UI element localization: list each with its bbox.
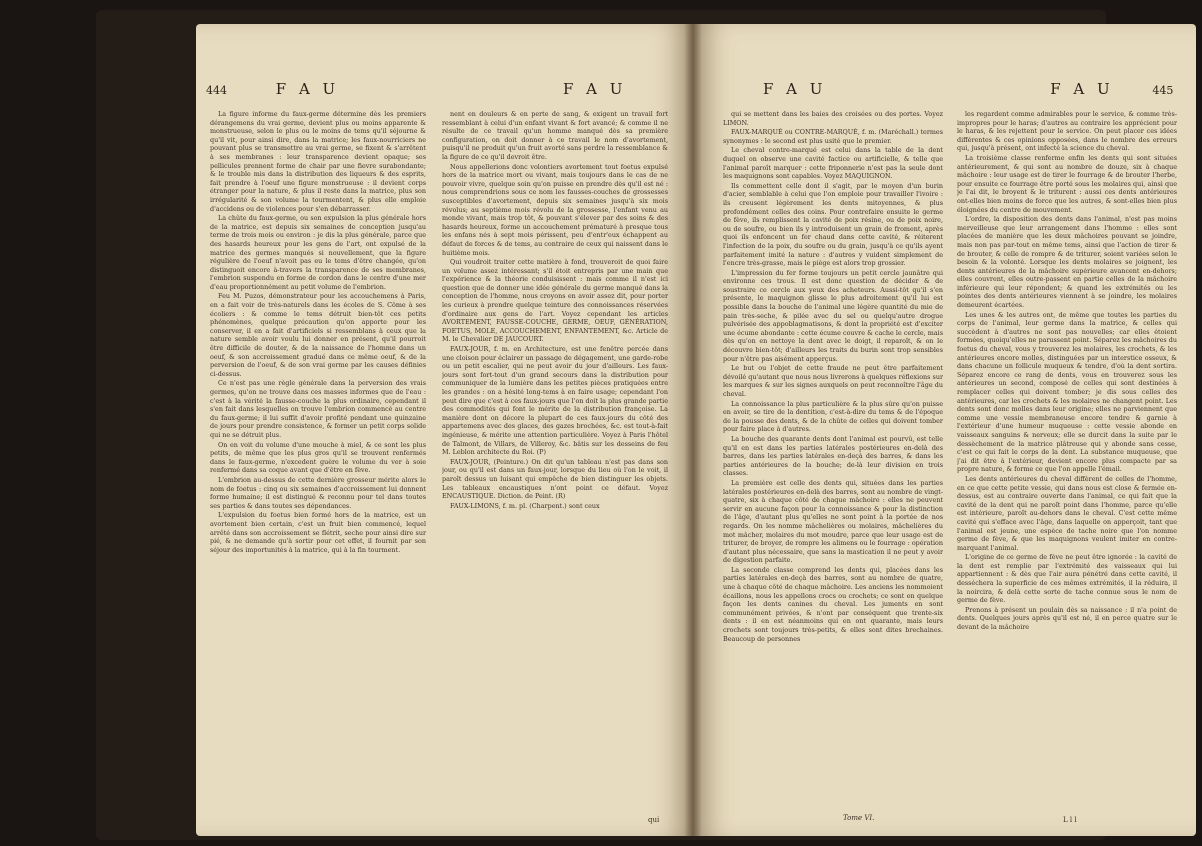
paragraph: FAUX-LIMONS, f. m. pl. (Charpent.) sont ceux: [450, 501, 600, 510]
right-header-term-1: F A U: [763, 80, 827, 98]
paragraph: les regardent comme admirables pour le service, & comme très-impropres pour le haras; d'autres au contraire les apprécient pour le haras, & les rejettent pour le service. On peut placer ces idées différentes & ces opinions opposées, dans le nombre des erreurs qui, jusqu'à présent, ont infecté la science du cheval.: [957, 110, 1177, 153]
page-number-left: 444: [206, 84, 227, 97]
book-spread: [96, 10, 1177, 840]
paragraph: La bouche des quarante dents dont l'animal est pourvû, est telle qu'il en est dans les parties latérales postérieures en-delà des barres, dans les parties latérales en-deçà des barres, & dans les parties antérieures de la bouche; de-là leur division en trois classes.: [723, 434, 943, 478]
left-page-header: [206, 80, 626, 110]
paragraph: La troisième classe renferme enfin les dents qui sont situées antérieurement, & qui sont au nombre de douze, six à chaque mâchoire : leur usage est de tirer le fourrage & de brouter l'herbe, pour ensuite ce fourrage être porté sous les molaires qui, ainsi que je l'ai dit, le broyent & le triturent : aussi ces dents antérieures ont-elles bien moins de force que les autres, & sont-elles bien plus éloignées du centre de mouvement.: [957, 153, 1177, 214]
paragraph: Le cheval contre-marqué est celui dans la table de la dent duquel on observe une cavité factice ou artificielle, & telle que l'animal paroît marquer : cette friponnerie n'est pas la seule dont les maquignons sont capables. Voyez MAQUIGNON.: [723, 146, 943, 181]
paragraph: Les unes & les autres ont, de même que toutes les parties du corps de l'animal, leur germe dans la matrice, & celles qui succèdent à d'autres ne sont pas nouvelles; car elles étoient formées, quoiqu'elles ne parussent point. Séparez les mâchoires du foetus du cheval, vous y trouverez les molaires, les crochets, & les antérieures encore molles, distinguées par un interstice osseux, & dans chacune un follicule muqueux & tendre, d'où la dent sortira. Séparez encore ce rang de dents, vous en trouverez sous les antérieures un second, composé de celles qui sont destinées à remplacer celles qui doivent tomber; je dis sous celles des antérieures, car les crochets & les molaires ne changent point. Les dents sont donc molles dans leur origine; elles ne parviennent que comme une vessie membraneuse encore tendre & garnie à l'extérieur d'une humeur muqueuse : cette vessie abonde en vaisseaux sanguins & nerveux; elle se durcit dans la suite par le dessèchement de la matrice plâtreuse qui y abonde sans cesse, c'est ce qui fait le corps de la dent. La substance muqueuse, que j'ai dit être à l'extérieur, devient encore plus compacte par sa propre nature, & forme ce que l'on appelle l'émail.: [957, 310, 1177, 474]
right-column-1: [723, 110, 943, 644]
right-header-term-2: F A U: [1050, 80, 1114, 98]
paragraph: On en voit du volume d'une mouche à miel, & ce sont les plus petits, de même que les plus gros qu'il se trouvent renfermés dans le faux-germe, n'excedent guère le volume du ver à soie renfermé dans sa coque avant que d'être en fève.: [210, 440, 426, 475]
paragraph: FAUX-JOUR, (Peinture.) On dit qu'un tableau n'est pas dans son jour, ou qu'il est dans un faux-jour, lorsque du lieu où l'on le voit, il paroît dessus un luisant qui empêche de bien distinguer les objets. Les tableaux encaustiques n'ont point ce défaut. Voyez ENCAUSTIQUE. Diction. de Peint. (R): [442, 457, 668, 501]
signature-mark: L l l: [1063, 816, 1077, 824]
catchword-left: qui: [648, 816, 660, 824]
book-gutter: [684, 24, 702, 836]
right-column-2: [957, 110, 1177, 633]
left-page: [196, 24, 693, 836]
page-number-right: 445: [1152, 84, 1174, 97]
paragraph: L'origine de ce germe de fève ne peut être ignorée : la cavité de la dent est remplie par l'extrémité des vaisseaux qui lui appartiennent : & dès que l'air aura pénétré dans cette cavité, il desséchera la superficie de ces mêmes extrémités, il la réduira, il la noircira, & delà cette sorte de tache connue sous le nom de germe de fève.: [957, 553, 1177, 605]
paragraph: La connoissance la plus particulière & la plus sûre qu'on puisse en avoir, se tire de la dentition, c'est-à-dire du tems & de l'époque de la pousse des dents, & de la chûte de celles qui doivent tomber pour faire place à d'autres.: [723, 399, 943, 434]
paragraph: Prenons à présent un poulain dès sa naissance : il n'a point de dents. Quelques jours après qu'il est né, il en perce quatre sur le devant de la mâchoire: [957, 605, 1177, 632]
right-page: [693, 24, 1196, 836]
paragraph: La chûte du faux-germe, ou son expulsion la plus générale hors de la matrice, est depuis six semaines de conception jusqu'au terme de trois mois ou environ : je dis la plus générale, parce que des hasards heureux pour les gens de l'art, ont expulsé de la matrice des germes manqués si nouvellement, que la figure régulière de l'oeuf n'avoit pas eu le tems d'être changée, qu'on distinguoit encore à-travers la transparence de ses membranes, l'embrion suspendu en forme de cordon dans le centre d'une mer d'eau proportionnément au petit volume de l'embrion.: [210, 214, 426, 291]
paragraph: Le but ou l'objet de cette fraude ne peut être parfaitement dévoilé qu'autant que nous nous livrerons à quelques réflexions sur les marques & sur les signes auxquels on peut reconnoître l'âge du cheval.: [723, 364, 943, 398]
paragraph: Nous appellerions donc volontiers avortement tout foetus expulsé hors de la matrice mort ou vivant, mais toujours dans le cas de ne pouvoir vivre, quelque soin qu'on puisse en prendre dès qu'il est né : nous comprendrions sous ce nom les fausses-couches de grossesses susceptibles d'avortement, depuis six semaines jusqu'à six mois révolus; au septième mois révolu de la grossesse, l'enfant venu au monde vivant, mais trop tôt, & pouvant s'élever par des soins & des hasards heureux, forme un accouchement prématuré à presque tous les enfans nés à sept mois périssent, peu d'entr'eux échappent au défaut de forces & de tems, au contraire de ceux qui naissent dans le huitième mois.: [442, 162, 668, 257]
paragraph: Qui voudroit traiter cette matière à fond, trouveroit de quoi faire un volume assez intéressant; s'il étoit entrepris par une main que l'expérience & la théorie conduisissent : mais comme il n'est ici question que de donner une idée générale du germe manqué dans la conception de l'homme, nous croyons en avoir assez dit, pour porter les curieux à prendre quelque teinture des connoissances réservées d'ordinaire aux gens de l'art. Voyez cependant les articles AVORTEMENT, FAUSSE-COUCHE, GERME, OEUF, GÉNÉRATION, FOETUS, MOLE, ACCOUCHEMENT, ENFANTEMENT, &c. Article de M. le Chevalier DE JAUCOURT.: [442, 258, 668, 344]
left-column-1: [210, 110, 426, 555]
left-header-term-2: F A U: [562, 80, 627, 98]
left-header-term-1: F A U: [275, 80, 340, 98]
paragraph: L'ordre, la disposition des dents dans l'animal, n'est pas moins merveilleuse que leur arrangement dans l'homme : elles sont placées de manière que les deux mâchoires pouvant se joindre, mais non pas par-tout en même tems, ainsi que l'action de tirer & de brouter, & celle de rompre & de triturer, soient variées selon le besoin & la volonté. Lorsque les dents molaires se joignent, les dents antérieures de la mâchoire supérieure avancent en-dehors; elles couvrent, elles outre-passent en partie celles de la mâchoire inférieure qui leur répondent; & quand les extrémités ou les pointes des dents antérieures viennent à se joindre, les molaires demeurent écartées.: [957, 215, 1177, 310]
volume-footer: Tome VI.: [843, 814, 875, 822]
paragraph: FAUX-MARQUÉ ou CONTRE-MARQUÉ, f. m. (Maréchall.) termes synonymes : le second est plus usité que le premier.: [723, 128, 943, 145]
paragraph: FAUX-JOUR, f. m. en Architecture, est une fenêtre percée dans une cloison pour éclairer un passage de dégagement, une garde-robe ou un petit escalier, qui ne peut avoir du jour d'ailleurs. Les faux-jours sont fort-tout d'un grand secours dans la distribution pour communiquer de la lumière dans les petites pièces pratiquées entre les grandes : on a hésité long-tems à en faire usage; cependant l'on peut dire que c'est à ces faux-jours que l'on doit la plus grande partie des commodités qui font le mérite de la distribution françoise. La manière dont on décore la plupart de ces faux-jours du côté des appartemens avec des glaces, des gazes brochées, &c. est tout-à-fait ingénieuse, & mérite une attention particulière. Voyez à Paris l'hôtel de Talmont, de Villars, de Villeroy, &c. bâtis sur les desseins de feu M. Leblon architecte du Roi. (P): [442, 345, 668, 457]
paragraph: Feu M. Puzos, démonstrateur pour les accouchemens à Paris, en a fait voir de très-naturels dans les écoles de S. Côme à ses écoliers : & comme le tems détruit bien-tôt ces petits phénomènes, quelque précaution qu'on apporte pour les conserver, il en a fait d'artificiels si ressemblans à ceux que la nature semble avoir voulu lui donner en présent, qu'il pourroit être difficile de douter, & de la naissance de l'homme dans un oeuf, & son accroissement gradué dans ce même oeuf, & de la perversion de l'oeuf, & de son vrai germe par les causes définies ci-dessus.: [210, 292, 426, 378]
paragraph: Ce n'est pas une règle générale dans la perversion des vrais germes, qu'on ne trouve dans ces masses informes que de l'eau : c'est à la vérité la fausse-couche la plus ordinaire, cependant il s'en fait dans lesquelles on trouve l'embrion commencé au centre du faux-germe; il lui suffit d'avoir profité pendant une quinzaine de jours pour prendre consistence, & former un petit corps solide qui ne se détruit plus.: [210, 379, 426, 439]
paragraph: Les dents antérieures du cheval diffèrent de celles de l'homme, en ce que cette petite vessie, qui dans nous est close & fermée en-dessus, est au contraire ouverte dans l'animal, ce qui fait que la cavité de la dent qui ne paroît point dans l'homme, parce qu'elle est intérieure, paroît au-dehors dans le cheval. C'est cette même cavité qui s'efface avec l'âge, dans laquelle on apperçoit, tant que l'animal est jeune, une espèce de tache noire que l'on nomme germe de fève, & que les maquignons veulent imiter en contre-marquant l'animal.: [957, 474, 1177, 552]
paragraph: L'embrion au-dessus de cette dernière grosseur mérite alors le nom de foetus : cinq ou six semaines d'accroissement lui donnent forme humaine; il est distingué & reconnu pour tel dans toutes ses parties & dans toutes ses dépendances.: [210, 475, 426, 510]
left-column-2: [442, 110, 668, 511]
paragraph: Ils commettent celle dont il s'agit, par le moyen d'un burin d'acier, semblable à celui que l'on emploie pour travailler l'ivoire : ils creusent légèrement les dents mitoyennes, & plus profondément celles des coins. Pour contrefaire ensuite le germe de fève, ils remplissent la cavité de poix résine, ou de poix noire, ou de soufre, ou bien ils y introduisent un grain de froment, après quoi ils enfoncent un fer chaud dans cette cavité, & réiterent l'infection de la poix, du soufre ou du grain, jusqu'à ce qu'ils ayent parfaitement imité la nature : d'autres y vuident simplement de l'encre très-grasse, mais le piège est alors trop grossier.: [723, 181, 943, 268]
paragraph: L'impression du fer forme toujours un petit cercle jaunâtre qui environne ces trous. Il est donc question de décider & de soustraire ce cercle aux yeux des acheteurs. Aussi-tôt qu'il s'en présente, le maquignon glisse le plus adroitement qu'il lui est possible dans la bouche de l'animal une légère quantité du mie de pain très-seche, & pilée avec du sel ou quelqu'autre drogue pulvérisée des appoblagmatisons, & dont la propriété est d'exciter une écume abondante : cette écume couvre & cache le cercle, mais dès qu'on en nettoye la dent avec le doigt, il reparoît, & on le découvre bien-tôt; d'ailleurs les traits du burin sont trop sensibles pour n'être pas aisément apperçus.: [723, 268, 943, 363]
paragraph: L'expulsion du foetus bien formé hors de la matrice, est un avortement bien certain, c'est un fruit bien commencé, lequel arrêté dans son accroissement se flétrit, seche pour ainsi dire sur pié, & ne demande qu'à sortir pour cet effet, il fournit par son séjour des importunités à la matrice, qui à la fin tourment.: [210, 511, 426, 554]
paragraph: La figure informe du faux-germe détermine dès les premiers dérangemens du vrai germe, devient plus ou moins apparente & monstrueuse, selon le plus ou le moins de tems qu'il séjourne & qu'il vit, pour ainsi dire, dans la matrice; les faux-nourriciers ne pouvant plus se transmettre au vrai germe, se fixent & s'arrêtent à ses membranes : leur transparence devient opaque; ses pellicules prennent forme de chair par une fievre surabondante; & le trouble mis dans la distribution des liqueurs & des esprits, fait prendre à l'oeuf une figure monstrueuse : il devient corps étranger pour la nature, & plus il reste dans la matrice, plus son irrégularité & son volume la tourmentent, & plus elle emploie d'accidens ou de violences pour s'en débarrasser.: [210, 110, 426, 213]
paragraph: qui se mettent dans les baies des croisées ou des portes. Voyez LIMON.: [723, 110, 943, 127]
right-page-header: [763, 80, 1173, 110]
paragraph: nent en douleurs & en perte de sang, & exigent un travail fort ressemblant à celui d'un enfant vivant & fort avancé; & comme il ne résulte de ce travail qu'un homme manqué dès sa première configuration, on doit donner à ce travail le nom d'avortement, puisqu'il ne produit qu'un fruit avorté sans perdre la ressemblance & la figure de ce qu'il devroit être.: [442, 110, 668, 161]
paragraph: La seconde classe comprend les dents qui, placées dans les parties latérales en-deçà des barres, sont au nombre de quatre, une à chaque côté de chaque mâchoire. Les anciens les nommoient écaillons, nous les appellons crocs ou crochets; ce sont en quelque façon les dents canines du cheval. Les juments en sont communément privées, & n'ont par conséquent que trente-six dents : il en est néanmoins qui en ont quarante, mais leurs crochets sont toujours très-petits, & elles sont dites brechaines. Beaucoup de personnes: [723, 565, 943, 643]
paragraph: La première est celle des dents qui, situées dans les parties latérales postérieures en-delà des barres, sont au nombre de vingt-quatre, six à chaque côté de chaque mâchoire : elles ne peuvent servir en aucune façon pour la connoissance & pour la distinction de l'âge, d'autant plus qu'elles ne sont point à la portée de nos regards. On les nomme mâchelières ou molaires, mâchelières du mot mâcher, molaires du mot moudre, parce que leur usage est de triturer, de broyer, de rompre les alimens ou le fourrage : opération d'autant plus nécessaire, que sans la mastication il ne peut y avoir de digestion parfaite.: [723, 478, 943, 565]
